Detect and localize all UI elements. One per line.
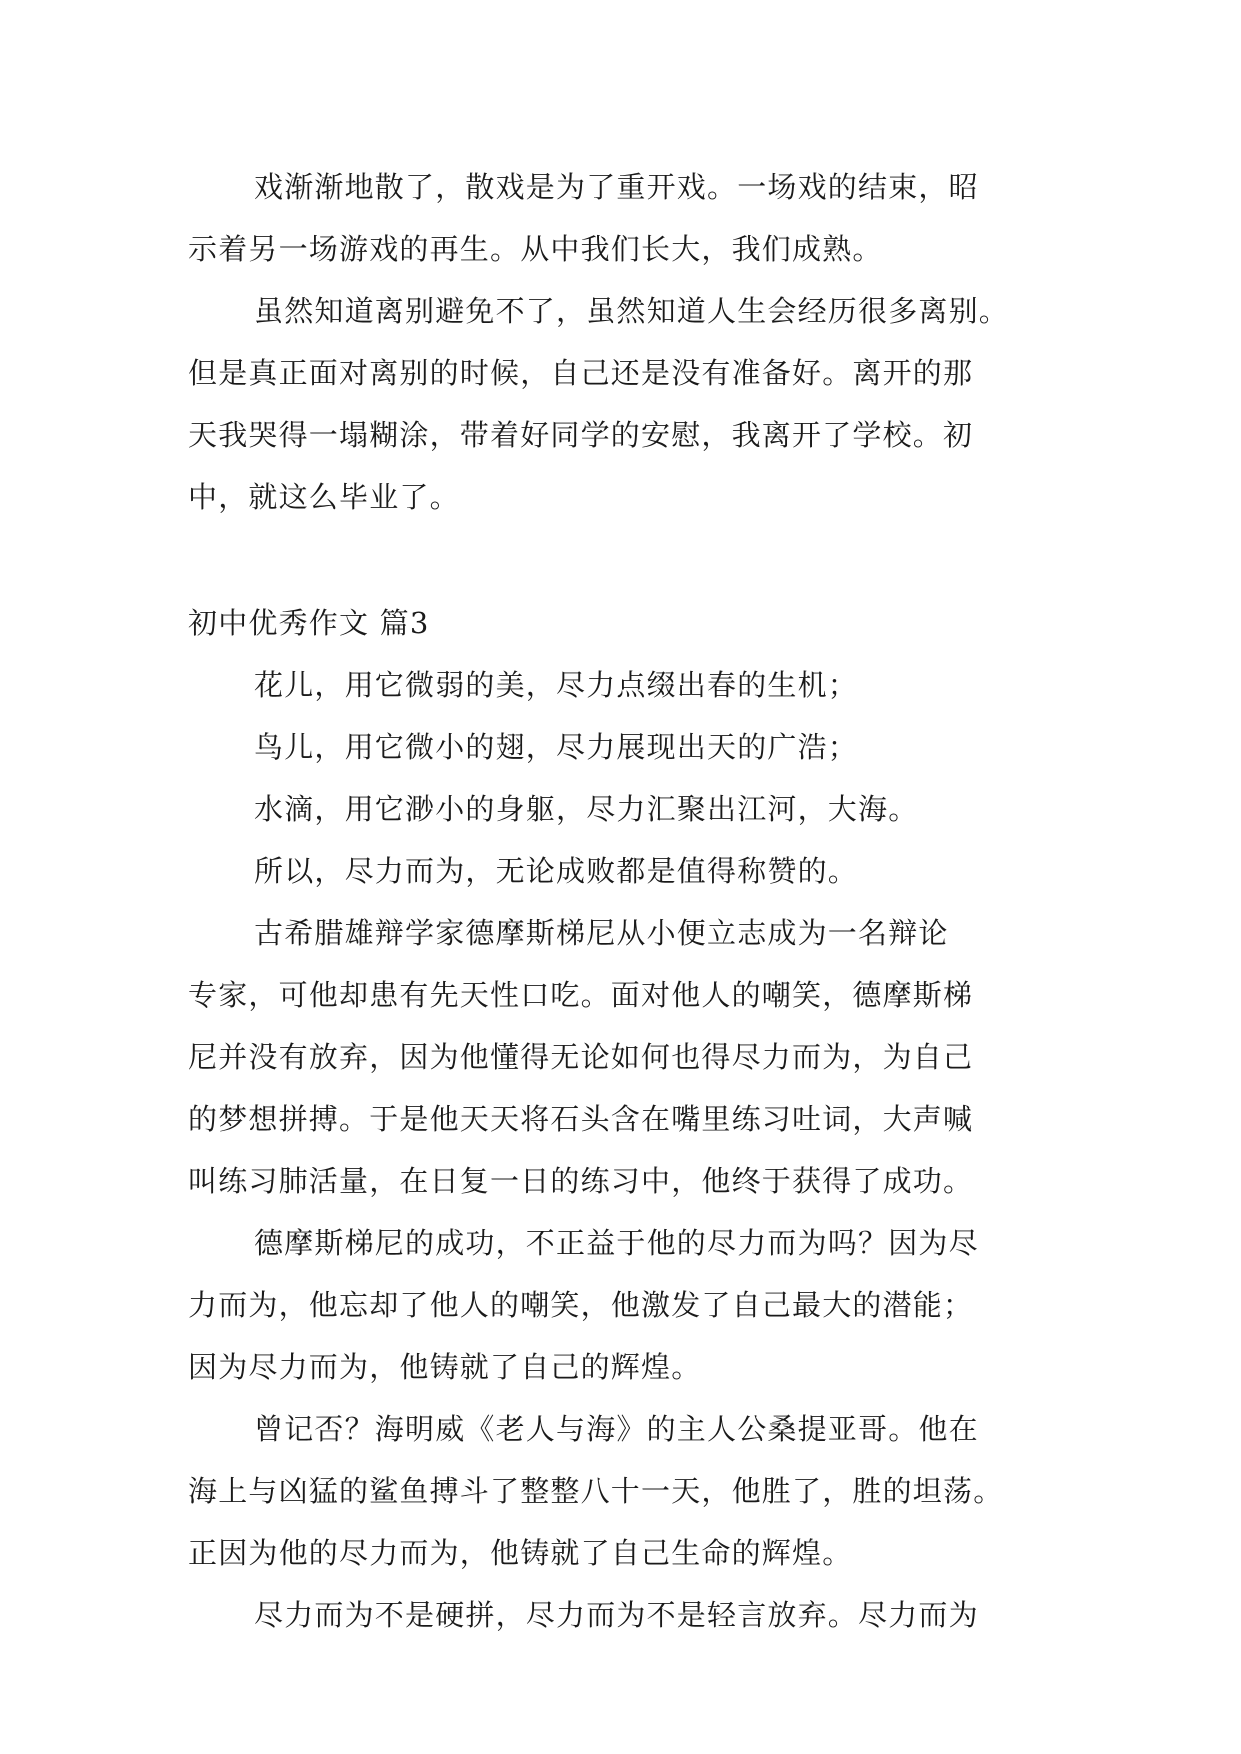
paragraph-line: 鸟儿，用它微小的翅，尽力展现出天的广浩； [254, 730, 859, 764]
paragraph-line: 正因为他的尽力而为，他铸就了自己生命的辉煌。 [188, 1536, 853, 1570]
paragraph-line: 力而为，他忘却了他人的嘲笑，他激发了自己最大的潜能； [188, 1288, 974, 1322]
paragraph-line: 叫练习肺活量，在日复一日的练习中，他终于获得了成功。 [188, 1164, 974, 1198]
paragraph-line: 专家，可他却患有先天性口吃。面对他人的嘲笑，德摩斯梯 [188, 978, 974, 1012]
paragraph-line: 尼并没有放弃，因为他懂得无论如何也得尽力而为，为自己 [188, 1040, 974, 1074]
paragraph-line: 示着另一场游戏的再生。从中我们长大，我们成熟。 [188, 232, 883, 266]
paragraph-line: 水滴，用它渺小的身躯，尽力汇聚出江河，大海。 [254, 792, 919, 826]
paragraph-line: 天我哭得一塌糊涂，带着好同学的安慰，我离开了学校。初 [188, 418, 974, 452]
paragraph-line: 曾记否？海明威《老人与海》的主人公桑提亚哥。他在 [254, 1412, 979, 1446]
paragraph-line: 虽然知道离别避免不了，虽然知道人生会经历很多离别。 [254, 294, 1010, 328]
paragraph-line: 所以，尽力而为，无论成败都是值得称赞的。 [254, 854, 859, 888]
paragraph-line: 尽力而为不是硬拼，尽力而为不是轻言放弃。尽力而为 [254, 1598, 979, 1632]
paragraph-line: 但是真正面对离别的时候，自己还是没有准备好。离开的那 [188, 356, 974, 390]
paragraph-line: 中，就这么毕业了。 [188, 480, 460, 514]
paragraph-line: 戏渐渐地散了，散戏是为了重开戏。一场戏的结束，昭 [254, 170, 979, 204]
paragraph-line: 的梦想拼搏。于是他天天将石头含在嘴里练习吐词，大声喊 [188, 1102, 974, 1136]
section-heading: 初中优秀作文 篇3 [188, 606, 430, 640]
paragraph-line: 因为尽力而为，他铸就了自己的辉煌。 [188, 1350, 702, 1384]
paragraph-line: 古希腊雄辩学家德摩斯梯尼从小便立志成为一名辩论 [254, 916, 949, 950]
paragraph-line: 德摩斯梯尼的成功，不正益于他的尽力而为吗？因为尽 [254, 1226, 979, 1260]
paragraph-line: 海上与凶猛的鲨鱼搏斗了整整八十一天，他胜了，胜的坦荡。 [188, 1474, 1004, 1508]
paragraph-line: 花儿，用它微弱的美，尽力点缀出春的生机； [254, 668, 859, 702]
